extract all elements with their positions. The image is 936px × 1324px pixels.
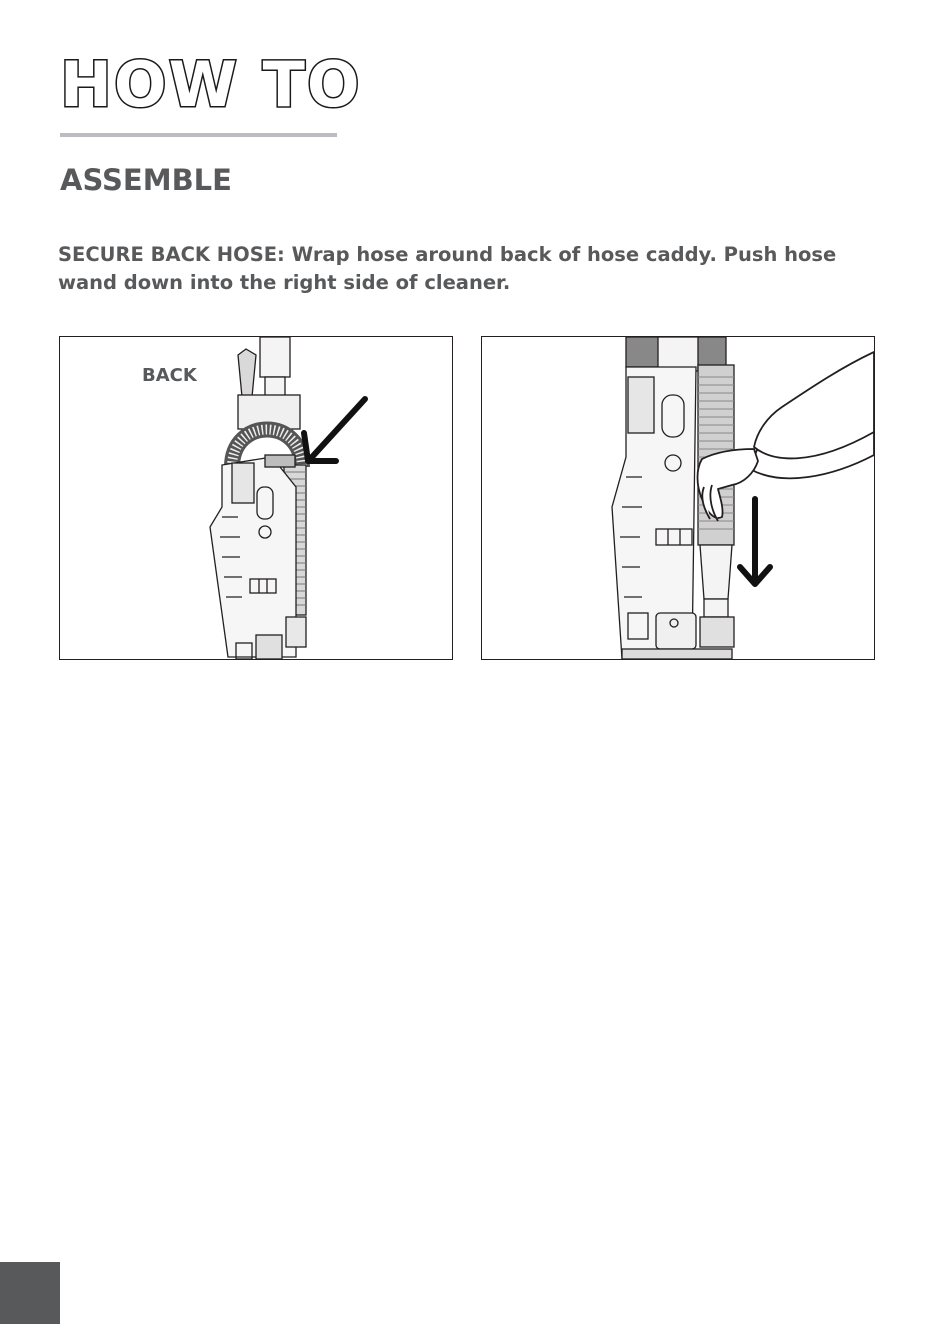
instruction-text: SECURE BACK HOSE: Wrap hose around back of hose caddy. Push hose wand down into the right side of cleaner. <box>58 243 837 294</box>
vacuum-side-illustration <box>482 337 874 659</box>
page-title: HOW TO <box>60 48 362 121</box>
title-rule <box>60 133 337 137</box>
section-heading: ASSEMBLE <box>60 163 232 197</box>
back-label: BACK <box>142 365 197 386</box>
arrow-down-icon <box>740 499 770 584</box>
vacuum-back-illustration <box>60 337 452 659</box>
figure-back-hose <box>59 336 453 660</box>
arrow-down-left-icon <box>304 399 365 461</box>
figure-push-wand <box>481 336 875 660</box>
page-corner-tab <box>0 1262 60 1324</box>
